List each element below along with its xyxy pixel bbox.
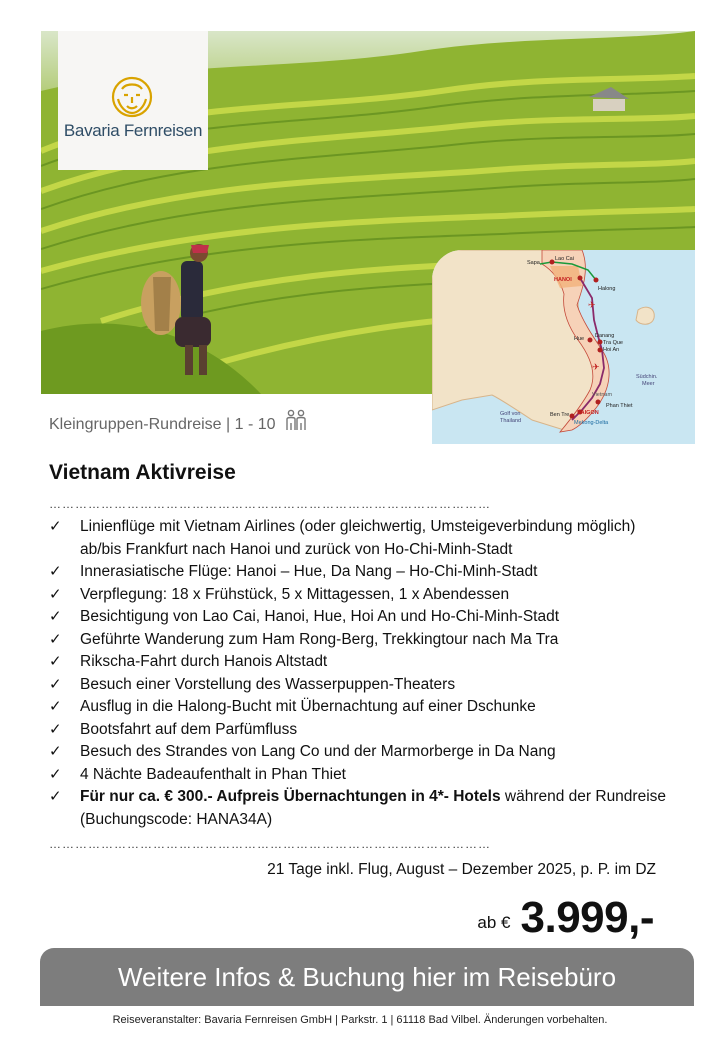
list-item: ✓ Verpflegung: 18 x Frühstück, 5 x Mittagessen, 1 x Abendessen [49,584,669,607]
checkmark-icon: ✓ [49,518,62,535]
checkmark-icon: ✓ [49,630,62,648]
map-label-vietnam: Vietnam [592,392,613,398]
separator-top: ………………………………………………………………………………………… [49,499,491,509]
tour-type [49,409,308,434]
map-label-hue: Hue [574,336,585,342]
map-label-golf2: Thailand [500,418,522,424]
list-item-hotel-upgrade [49,786,669,831]
checkmark-icon: ✓ [49,720,62,738]
features-list [49,516,669,831]
map-label-bentre: Ben Tre [550,412,570,418]
checkmark-icon: ✓ [49,563,62,580]
plane-icon: ✈ [588,301,596,311]
people-icon [284,409,308,431]
map-label-saigon: SAIGON [577,410,599,416]
tour-type-text: Kleingruppen-Rundreise | 1 - 10 [49,416,276,433]
list-item: ✓ Besichtigung von Lao Cai, Hanoi, Hue, Hoi An und Ho-Chi-Minh-Stadt [49,606,669,629]
price-prefix: ab € [477,913,511,932]
list-item: ✓ Besuch des Strandes von Lang Co und der Marmorberge in Da Nang [49,741,669,764]
checkmark-icon: ✓ [49,675,62,693]
upgrade-offer: Für nur ca. € 300.- Aufpreis Übernachtungen in 4*- Hotels [80,788,501,805]
map-label-sea1: Südchin. [636,374,658,380]
list-item: ✓ Geführte Wanderung zum Ham Rong-Berg, Trekkingtour nach Ma Tra [49,629,669,652]
list-item: ✓ Linienflüge mit Vietnam Airlines (oder gleichwertig, Umsteigeverbindung möglich) ab/bis Frankfurt nach Hanoi und zurück von Ho-Chi-Minh-Stadt [49,518,636,558]
route-map [432,250,695,444]
list-item: ✓ Bootsfahrt auf dem Parfümfluss [49,719,669,742]
checkmark-icon: ✓ [49,698,62,715]
map-label-golf1: Golf von [500,411,521,417]
map-label-sapa: Sapa [527,260,540,266]
map-label-halong: Halong [598,286,616,292]
list-item: ✓ Besuch einer Vorstellung des Wasserpuppen-Theaters [49,674,669,697]
checkmark-icon: ✓ [49,585,62,603]
list-item: ✓ 4 Nächte Badeaufenthalt in Phan Thiet [49,764,669,787]
separator-bottom: ………………………………………………………………………………………… [49,839,491,849]
map-label-hoian: Hoi An [603,347,620,353]
page-title: Vietnam Aktivreise [49,461,236,484]
plane-icon: ✈ [592,363,600,373]
vietnam-map [432,250,695,444]
map-label-mekong: Mekong-Delta [574,420,609,426]
price-amount: 3.999,- [520,893,654,942]
map-label-sea2: Meer [642,381,655,387]
list-item: ✓ Rikscha-Fahrt durch Hanois Altstadt [49,651,669,674]
list-item: ✓ Ausflug in die Halong-Bucht mit Übernachtung auf einer Dschunke [49,696,669,719]
brand-name: Bavaria Fernreisen [63,121,203,140]
price [477,893,654,943]
booking-cta-button[interactable]: Weitere Infos & Buchung hier im Reisebüro [40,948,694,1006]
map-label-hanoi: HANOI [554,277,572,283]
checkmark-icon: ✓ [49,765,62,783]
footer-legal: Reiseveranstalter: Bavaria Fernreisen GmbH | Parkstr. 1 | 61118 Bad Vilbel. Änderungen vorbehalten. [112,1014,608,1026]
map-label-laocai: Lao Cai [555,256,574,262]
checkmark-icon: ✓ [49,743,62,760]
trip-info: 21 Tage inkl. Flug, August – Dezember 2025, p. P. im DZ [267,861,656,878]
checkmark-icon: ✓ [49,608,62,625]
map-label-danang: Danang [595,333,615,339]
map-label-traque: Tra Que [603,340,623,346]
upgrade-detail: während der Rundreise (Buchungscode: HANA34A) [80,788,667,828]
checkmark-icon: ✓ [49,788,62,805]
brand-logo[interactable] [58,31,208,170]
list-item: ✓ Innerasiatische Flüge: Hanoi – Hue, Da Nang – Ho-Chi-Minh-Stadt [49,561,669,584]
map-label-phanthiet: Phan Thiet [606,403,633,409]
lion-logo-icon [110,75,154,119]
checkmark-icon: ✓ [49,653,62,670]
